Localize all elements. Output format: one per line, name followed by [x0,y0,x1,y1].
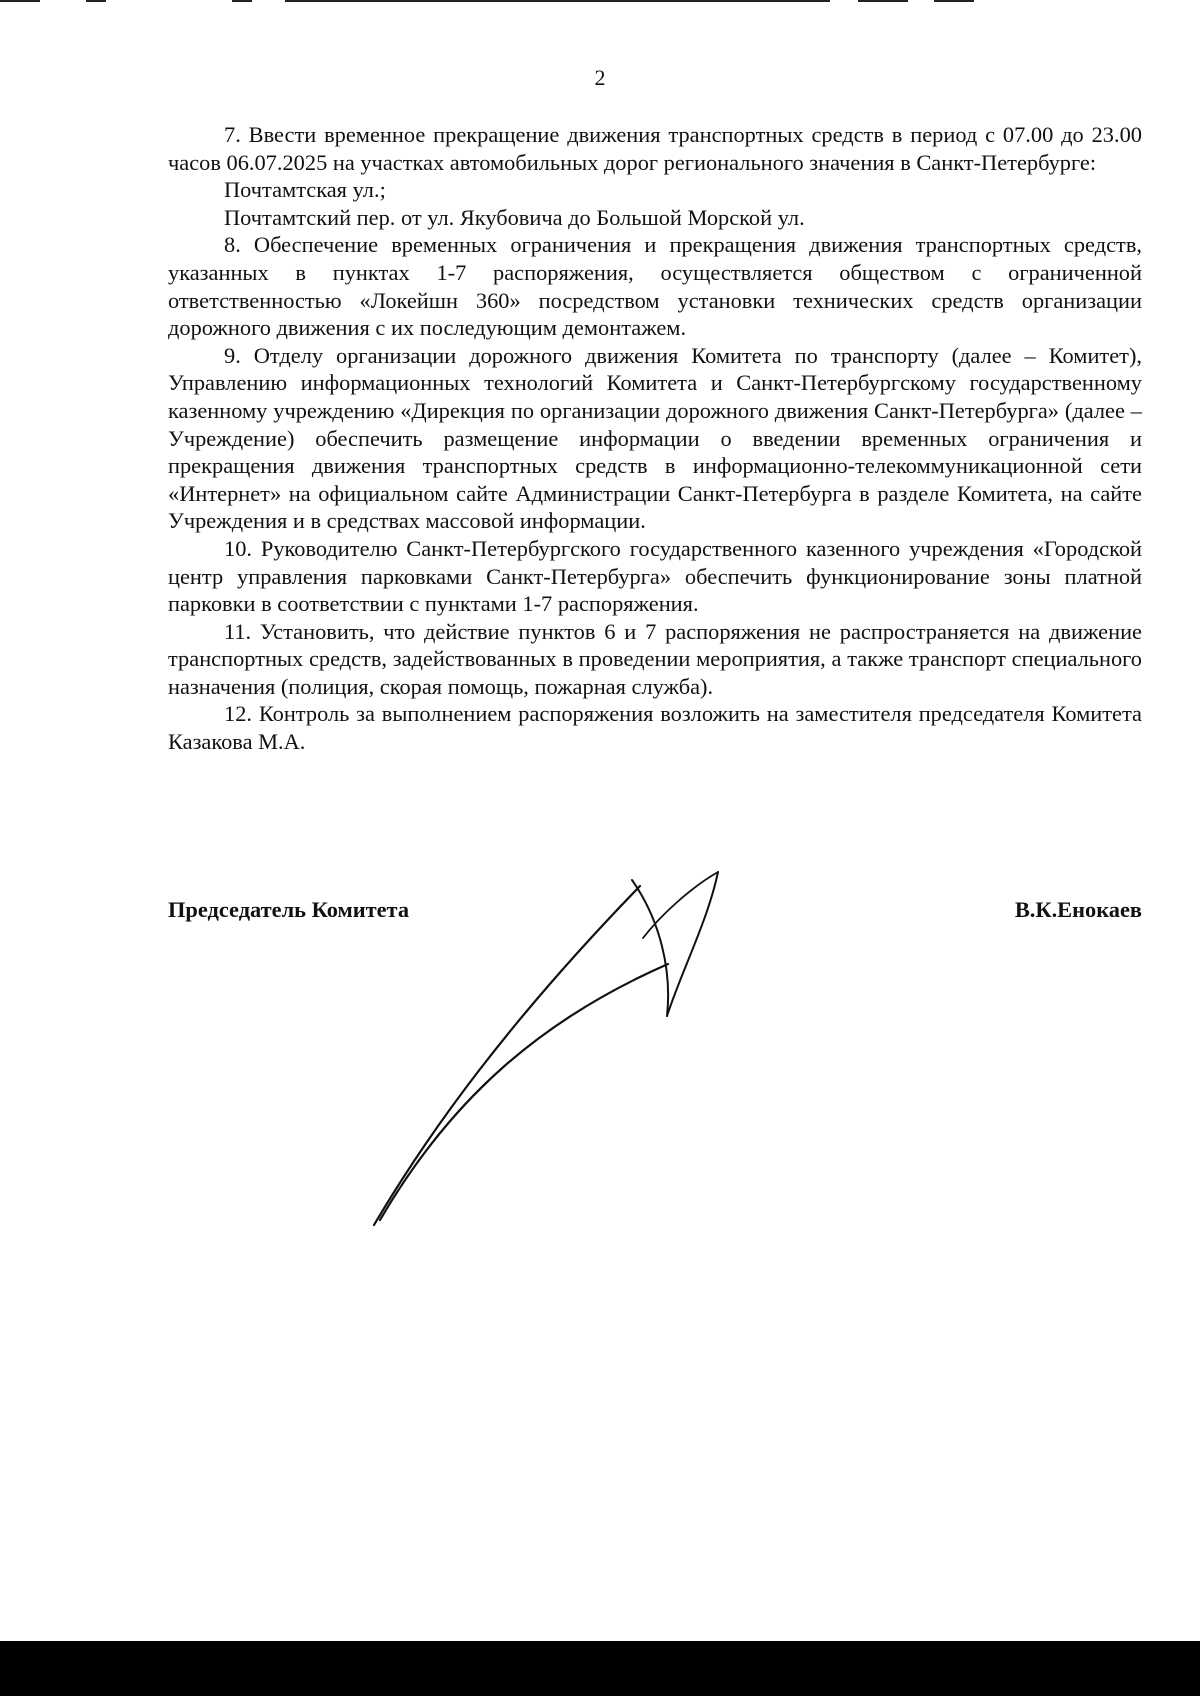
street-pochtamtskaya: Почтамтская ул.; [224,177,386,203]
handwritten-signature [360,860,740,1230]
paragraph-12: 12. Контроль за выполнением распоряжения возложить на заместителя председателя Комитета Казакова М.А. [168,701,1142,755]
paragraph-8: 8. Обеспечение временных ограничения и прекращения движения транспортных средств, указанных в пунктах 1-7 распоряжения, осуществляется обществом с ограниченной ответственностью «Локейшн 360» посредством установки технических средств организации дорожного движения с их последующим демонтажем. [168,232,1142,341]
paragraph-9: 9. Отделу организации дорожного движения Комитета по транспорту (далее – Комитет), Управлению информационных технологий Комитета и Санкт-Петербургскому государственному казенному учреждению «Дирекция по организации дорожного движения Санкт-Петербурга» (далее – Учреждение) обеспечить размещение информации о введении временных ограничения и прекращения движения транспортных средств в информационно-телекоммуникационной сети «Интернет» на официальном сайте Администрации Санкт-Петербурга в разделе Комитета, на сайте Учреждения и в средствах массовой информации. [168,342,1142,534]
scan-bottom-bar [0,1641,1200,1696]
signatory-title: Председатель Комитета [168,897,410,922]
paragraph-7: 7. Ввести временное прекращение движения транспортных средств в период с 07.00 до 23.00 часов 06.07.2025 на участках автомобильных дорог регионального значения в Санкт-Петербурге: [168,122,1142,175]
paragraph-10: 10. Руководителю Санкт-Петербургского государственного казенного учреждения «Городской центр управления парковками Санкт-Петербурга» обеспечить функционирование зоны платной парковки в соответствии с пунктами 1-7 распоряжения. [168,535,1142,617]
signatory-name: В.К.Енокаев [1014,897,1142,922]
paragraph-11: 11. Установить, что действие пунктов 6 и 7 распоряжения не распространяется на движение транспортных средств, задействованных в проведении мероприятия, а также транспорт специального назначения (полиция, скорая помощь, пожарная служба). [168,618,1142,699]
document-body [168,121,1142,756]
page-number: 2 [594,65,606,90]
street-pochtamtsky-lane: Почтамтский пер. от ул. Якубовича до Большой Морской ул. [224,204,805,230]
scan-top-edge [0,0,1200,4]
